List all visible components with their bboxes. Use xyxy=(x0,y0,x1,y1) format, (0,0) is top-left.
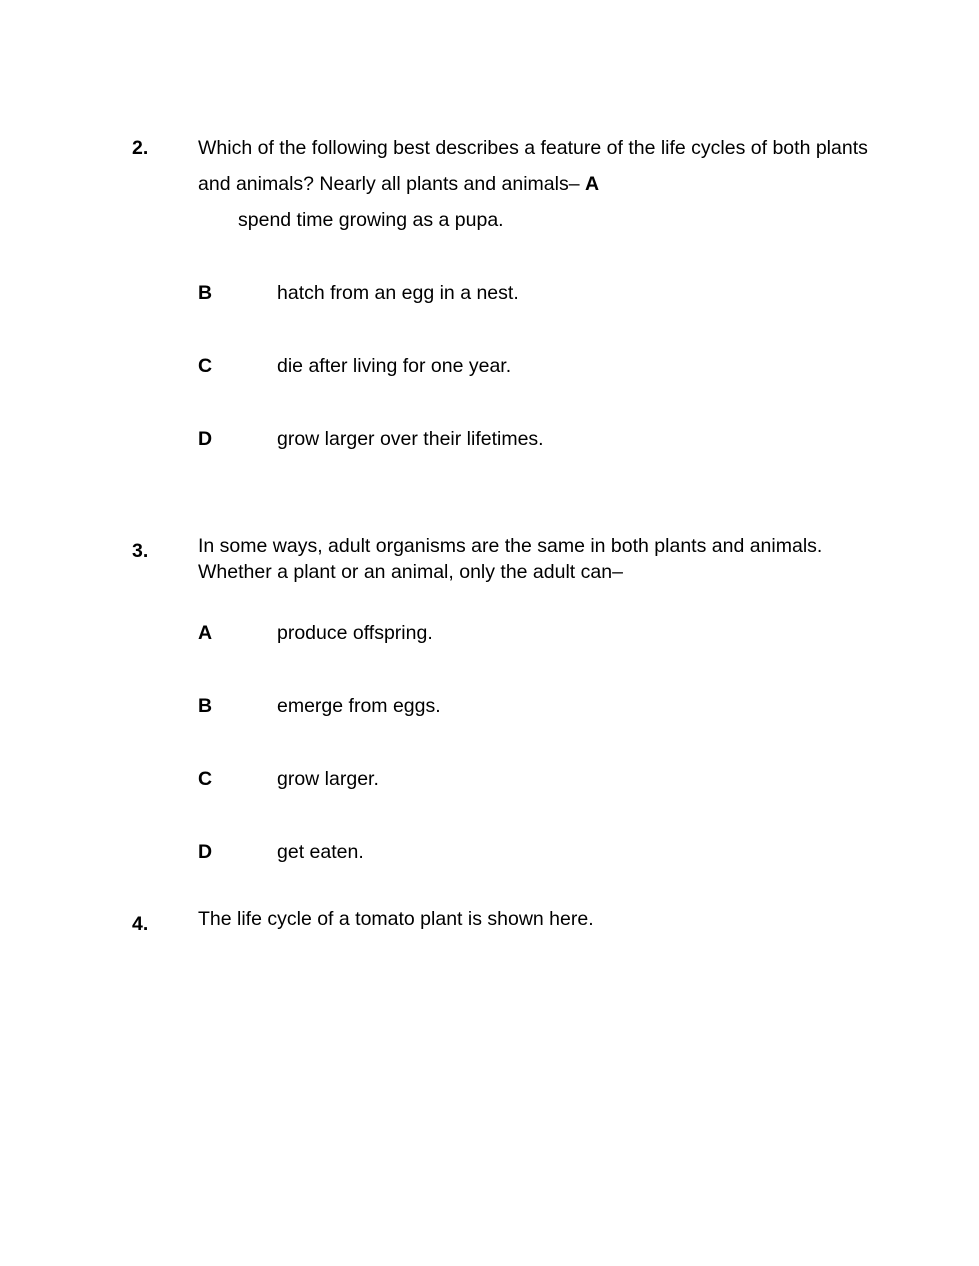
question-2-stem-text xyxy=(198,130,892,202)
question-2 xyxy=(132,130,892,457)
question-2-option-a-letter: A xyxy=(584,173,600,195)
option-letter: B xyxy=(198,695,213,717)
option-row[interactable] xyxy=(132,761,892,797)
option-text: emerge from eggs. xyxy=(277,695,441,717)
option-row[interactable] xyxy=(132,615,892,651)
question-3 xyxy=(132,533,892,870)
option-letter: C xyxy=(198,355,213,377)
spacer xyxy=(132,311,892,348)
question-3-stem-text: In some ways, adult organisms are the same in both plants and animals. Whether a plant or an animal, only the adult can– xyxy=(198,535,823,583)
option-text: die after living for one year. xyxy=(277,355,512,377)
spacer xyxy=(132,797,892,834)
option-row[interactable] xyxy=(132,275,892,311)
spacer xyxy=(132,457,892,533)
question-2-stem-body: Which of the following best describes a feature of the life cycles of both plants and animals? Nearly all plants and animals– xyxy=(198,137,868,195)
option-text: grow larger. xyxy=(277,768,379,790)
spacer xyxy=(132,238,892,275)
question-2-option-a-text[interactable]: spend time growing as a pupa. xyxy=(238,209,504,231)
document-content xyxy=(132,130,892,935)
spacer xyxy=(132,651,892,688)
spacer xyxy=(132,724,892,761)
option-text: hatch from an egg in a nest. xyxy=(277,282,519,304)
question-3-stem xyxy=(132,533,892,585)
option-row[interactable] xyxy=(132,688,892,724)
question-3-number: 3. xyxy=(132,540,149,562)
option-letter: D xyxy=(198,428,213,450)
spacer xyxy=(132,384,892,421)
question-2-stem xyxy=(132,130,892,202)
option-letter: D xyxy=(198,841,213,863)
option-letter: B xyxy=(198,282,213,304)
option-text: grow larger over their lifetimes. xyxy=(277,428,544,450)
question-2-options xyxy=(132,275,892,457)
option-text: produce offspring. xyxy=(277,622,433,644)
question-3-options xyxy=(132,615,892,870)
option-letter: A xyxy=(198,622,213,644)
question-4 xyxy=(132,906,892,935)
option-letter: C xyxy=(198,768,213,790)
option-row[interactable] xyxy=(132,348,892,384)
question-4-stem-text: The life cycle of a tomato plant is shown here. xyxy=(198,908,594,930)
option-row[interactable] xyxy=(132,834,892,870)
question-4-number: 4. xyxy=(132,913,149,935)
option-row[interactable] xyxy=(132,421,892,457)
spacer xyxy=(132,585,892,615)
question-2-number: 2. xyxy=(132,137,149,159)
option-text: get eaten. xyxy=(277,841,364,863)
question-4-stem xyxy=(132,906,892,935)
spacer xyxy=(132,870,892,906)
